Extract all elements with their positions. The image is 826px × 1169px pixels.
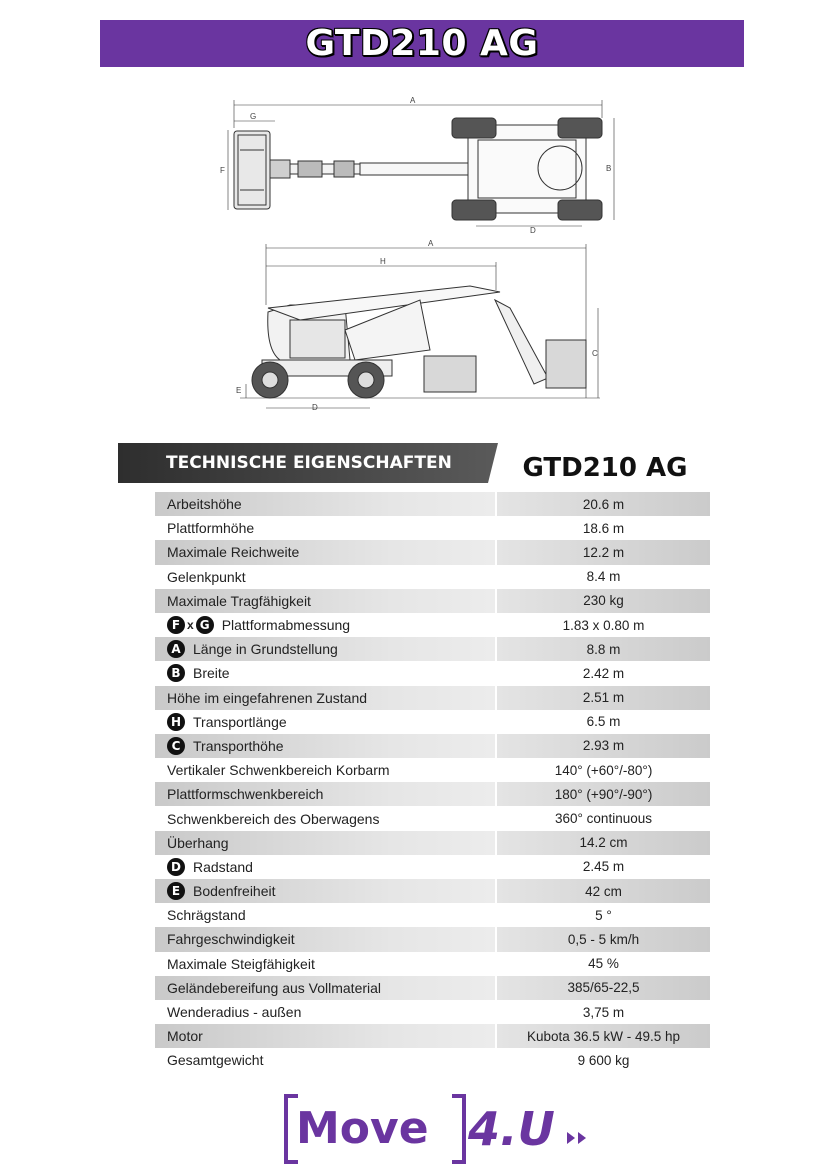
- spec-value: 42 cm: [497, 879, 710, 903]
- spec-label: Maximale Tragfähigkeit: [167, 592, 311, 609]
- spec-row: [155, 782, 710, 806]
- dim-label-a-top: A: [410, 96, 416, 105]
- spec-label: Arbeitshöhe: [167, 496, 242, 513]
- spec-row: [155, 952, 710, 976]
- spec-value: 2.42 m: [582, 665, 625, 681]
- spec-label-cell: [155, 879, 495, 903]
- spec-value: 2.51 m: [497, 686, 710, 710]
- spec-label-cell: [155, 492, 495, 516]
- spec-label-cell: [155, 1024, 495, 1048]
- spec-row: [155, 758, 710, 782]
- dimension-badge: E: [167, 882, 185, 900]
- spec-label-cell: [155, 1000, 495, 1024]
- spec-value: 8.8 m: [497, 637, 710, 661]
- spec-row: [155, 540, 710, 564]
- section-title: TECHNISCHE EIGENSCHAFTEN: [166, 453, 452, 473]
- dimension-badge: C: [167, 737, 185, 755]
- spec-label: Radstand: [193, 858, 253, 875]
- spec-label: Maximale Steigfähigkeit: [167, 955, 315, 972]
- spec-value: 360° continuous: [555, 811, 652, 827]
- spec-label: Plattformhöhe: [167, 520, 255, 537]
- spec-value: 2.93 m: [497, 734, 710, 758]
- spec-row: [155, 661, 710, 685]
- spec-value: 180° (+90°/-90°): [497, 782, 710, 806]
- spec-value: 14.2 cm: [497, 831, 710, 855]
- spec-value: 12.2 m: [497, 540, 710, 564]
- spec-label: Breite: [193, 665, 230, 682]
- spec-value: 385/65-22,5: [497, 976, 710, 1000]
- spec-label-cell: [155, 661, 495, 685]
- dimension-badge: D: [167, 858, 185, 876]
- spec-row: [155, 903, 710, 927]
- spec-row: [155, 1000, 710, 1024]
- dim-label-f: F: [220, 166, 225, 175]
- dimension-badge: B: [167, 664, 185, 682]
- move4u-logo: [284, 1094, 604, 1164]
- dim-label-h: H: [380, 257, 386, 266]
- spec-value: Kubota 36.5 kW - 49.5 hp: [497, 1024, 710, 1048]
- spec-value: 8.4 m: [586, 569, 621, 585]
- spec-label: Gelenkpunkt: [167, 568, 246, 585]
- logo-text-move: Move: [296, 1103, 429, 1154]
- spec-label: Geländebereifung aus Vollmaterial: [167, 979, 382, 996]
- spec-value: 18.6 m: [582, 520, 625, 536]
- dim-label-g: G: [250, 112, 257, 121]
- spec-label-cell: [155, 540, 495, 564]
- spec-label: Plattformschwenkbereich: [167, 786, 324, 803]
- model-label: GTD210 AG: [522, 453, 688, 483]
- spec-label-cell: [155, 589, 495, 613]
- spec-label-cell: [155, 806, 495, 830]
- spec-value: 20.6 m: [497, 492, 710, 516]
- dimension-badge: A: [167, 640, 185, 658]
- spec-label-cell: [155, 927, 495, 951]
- spec-label: Fahrgeschwindigkeit: [167, 931, 295, 948]
- spec-row: [155, 613, 710, 637]
- spec-value: 140° (+60°/-80°): [554, 762, 653, 778]
- dimension-badge: H: [167, 713, 185, 731]
- spec-value: 230 kg: [497, 589, 710, 613]
- spec-row: [155, 806, 710, 830]
- logo-text-4u: 4.U: [468, 1102, 555, 1156]
- spec-value: 3,75 m: [582, 1004, 625, 1020]
- spec-table: [155, 492, 710, 1073]
- spec-label-cell: [155, 831, 495, 855]
- spec-label-cell: [155, 565, 495, 589]
- spec-row: [155, 589, 710, 613]
- spec-value: 9 600 kg: [577, 1052, 630, 1068]
- spec-label-cell: [155, 516, 495, 540]
- spec-label: Höhe im eingefahrenen Zustand: [167, 689, 368, 706]
- spec-row: [155, 710, 710, 734]
- spec-row: [155, 734, 710, 758]
- spec-label: Transportlänge: [193, 713, 287, 730]
- spec-row: [155, 879, 710, 903]
- dim-label-a-side: A: [428, 239, 434, 248]
- top-view-drawing: [228, 100, 614, 226]
- spec-label: Überhang: [167, 834, 229, 851]
- spec-row: [155, 637, 710, 661]
- spec-row: [155, 492, 710, 516]
- spec-label: Maximale Reichweite: [167, 544, 300, 561]
- dimension-separator: x: [187, 618, 194, 633]
- spec-value: 45 %: [588, 956, 619, 972]
- spec-row: [155, 565, 710, 589]
- spec-label-cell: [155, 952, 495, 976]
- spec-label: Plattformabmessung: [221, 617, 351, 634]
- spec-label-cell: [155, 1048, 495, 1072]
- spec-label-cell: [155, 637, 495, 661]
- spec-label: Schwenkbereich des Oberwagens: [167, 810, 380, 827]
- side-view-drawing: [240, 244, 600, 408]
- spec-row: [155, 516, 710, 540]
- spec-label-cell: [155, 903, 495, 927]
- dim-label-c: C: [592, 349, 598, 358]
- spec-label: Gesamtgewicht: [167, 1052, 264, 1069]
- dimension-badge: G: [196, 616, 214, 634]
- spec-label: Bodenfreiheit: [193, 883, 276, 900]
- spec-value: 1.83 x 0.80 m: [562, 617, 645, 633]
- dim-label-e: E: [236, 386, 242, 395]
- dim-label-d-top: D: [530, 226, 536, 235]
- spec-label: Vertikaler Schwenkbereich Korbarm: [167, 762, 390, 779]
- spec-label-cell: [155, 758, 495, 782]
- dim-label-d-side: D: [312, 403, 318, 412]
- spec-row: [155, 831, 710, 855]
- spec-row: [155, 686, 710, 710]
- spec-row: [155, 976, 710, 1000]
- spec-value: 6.5 m: [586, 714, 621, 730]
- technical-drawing: [0, 0, 826, 430]
- spec-label-cell: [155, 976, 495, 1000]
- spec-label: Länge in Grundstellung: [193, 641, 338, 658]
- spec-value: 2.45 m: [582, 859, 625, 875]
- spec-row: [155, 855, 710, 879]
- spec-row: [155, 927, 710, 951]
- spec-value: 0,5 - 5 km/h: [497, 927, 710, 951]
- spec-label-cell: [155, 782, 495, 806]
- spec-label: Wenderadius - außen: [167, 1004, 302, 1021]
- spec-label-cell: [155, 855, 495, 879]
- spec-value: 5 °: [595, 907, 612, 923]
- page-title: GTD210 AG: [305, 23, 539, 64]
- spec-label-cell: [155, 734, 495, 758]
- spec-label: Motor: [167, 1028, 203, 1045]
- spec-label-cell: [155, 710, 495, 734]
- spec-label: Transporthöhe: [193, 737, 284, 754]
- dimension-badge: F: [167, 616, 185, 634]
- spec-row: [155, 1024, 710, 1048]
- spec-label-cell: [155, 613, 495, 637]
- spec-row: [155, 1048, 710, 1072]
- spec-label: Schrägstand: [167, 907, 246, 924]
- dim-label-b: B: [606, 164, 612, 173]
- spec-label-cell: [155, 686, 495, 710]
- section-header: [118, 443, 498, 483]
